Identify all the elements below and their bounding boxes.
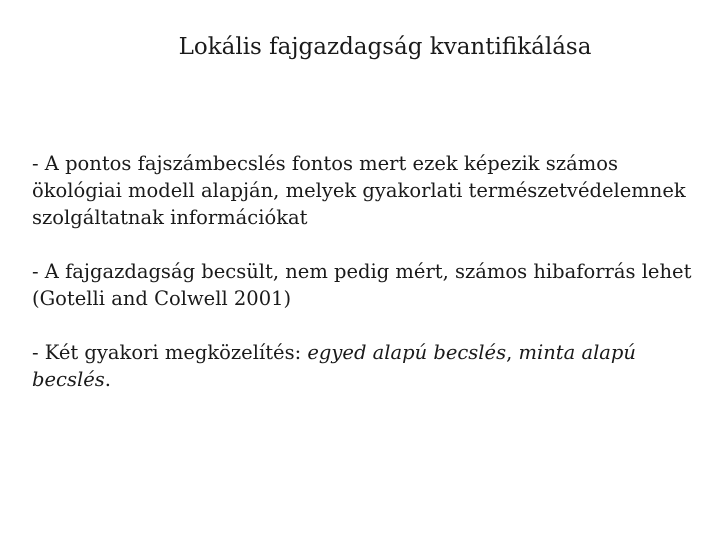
slide-body: [32, 150, 707, 420]
bullet-3-separator: ,: [506, 341, 519, 364]
bullet-3-italic-term-1: egyed alapú becslés: [307, 341, 507, 364]
bullet-3-suffix: .: [104, 368, 111, 391]
bullet-3-prefix: - Két gyakori megközelítés:: [32, 341, 308, 364]
bullet-paragraph-3: [32, 339, 707, 393]
bullet-paragraph-1: - A pontos fajszámbecslés fontos mert ezek képezik számos ökológiai modell alapján, melyek gyakorlati természetvédelemnek szolgáltatnak információkat: [32, 152, 686, 229]
bullet-paragraph-2: - A fajgazdagság becsült, nem pedig mért, számos hibaforrás lehet (Gotelli and Colwell 2001): [32, 260, 692, 310]
bullet-3-italic-term-2: minta alapú becslés: [32, 341, 636, 391]
slide-title: Lokális fajgazdagság kvantifikálása: [178, 34, 592, 60]
